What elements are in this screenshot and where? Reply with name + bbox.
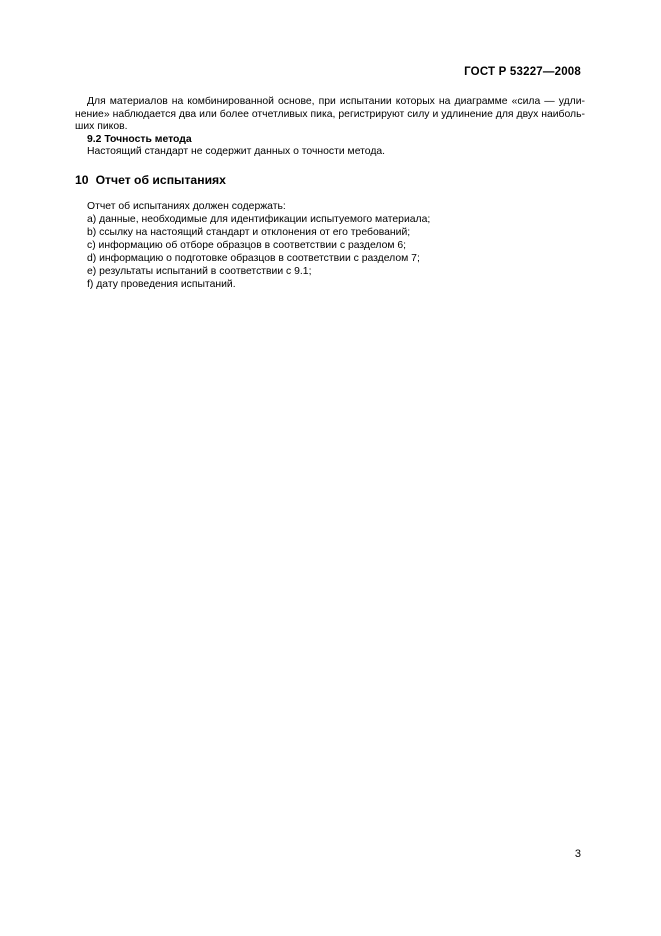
subsection-text-9-2: Настоящий стандарт не содержит данных о точности метода. [87, 146, 386, 158]
section-heading-10 [75, 173, 226, 187]
intro-line-3: ших пиков. [75, 121, 128, 133]
report-item-d: d) информацию о подготовке образцов в соответствии с разделом 7; [87, 253, 420, 264]
report-intro: Отчет об испытаниях должен содержать: [87, 201, 286, 212]
page-number: 3 [574, 848, 581, 860]
report-item-c: c) информацию об отборе образцов в соответствии с разделом 6; [87, 240, 407, 251]
section-title: Отчет об испытаниях [95, 173, 226, 187]
intro-line-2: нение» наблюдается два или более отчетливых пика, регистрируют силу и удлинение для двух наиболь- [75, 108, 585, 120]
report-requirements [75, 200, 585, 291]
intro-line-1: Для материалов на комбинированной основе, при испытании которых на диаграмме «сила — удли- [87, 96, 585, 107]
subsection-title-9-2: 9.2 Точность метода [87, 133, 192, 145]
intro-paragraph [75, 96, 585, 159]
section-number: 10 [75, 173, 89, 187]
report-item-f: f) дату проведения испытаний. [87, 279, 236, 290]
report-item-b: b) ссылку на настоящий стандарт и отклонения от его требований; [87, 227, 411, 238]
report-item-e: e) результаты испытаний в соответствии с 9.1; [87, 266, 312, 277]
document-identifier: ГОСТ Р 53227—2008 [464, 66, 581, 78]
report-item-a: a) данные, необходимые для идентификации испытуемого материала; [87, 214, 431, 225]
